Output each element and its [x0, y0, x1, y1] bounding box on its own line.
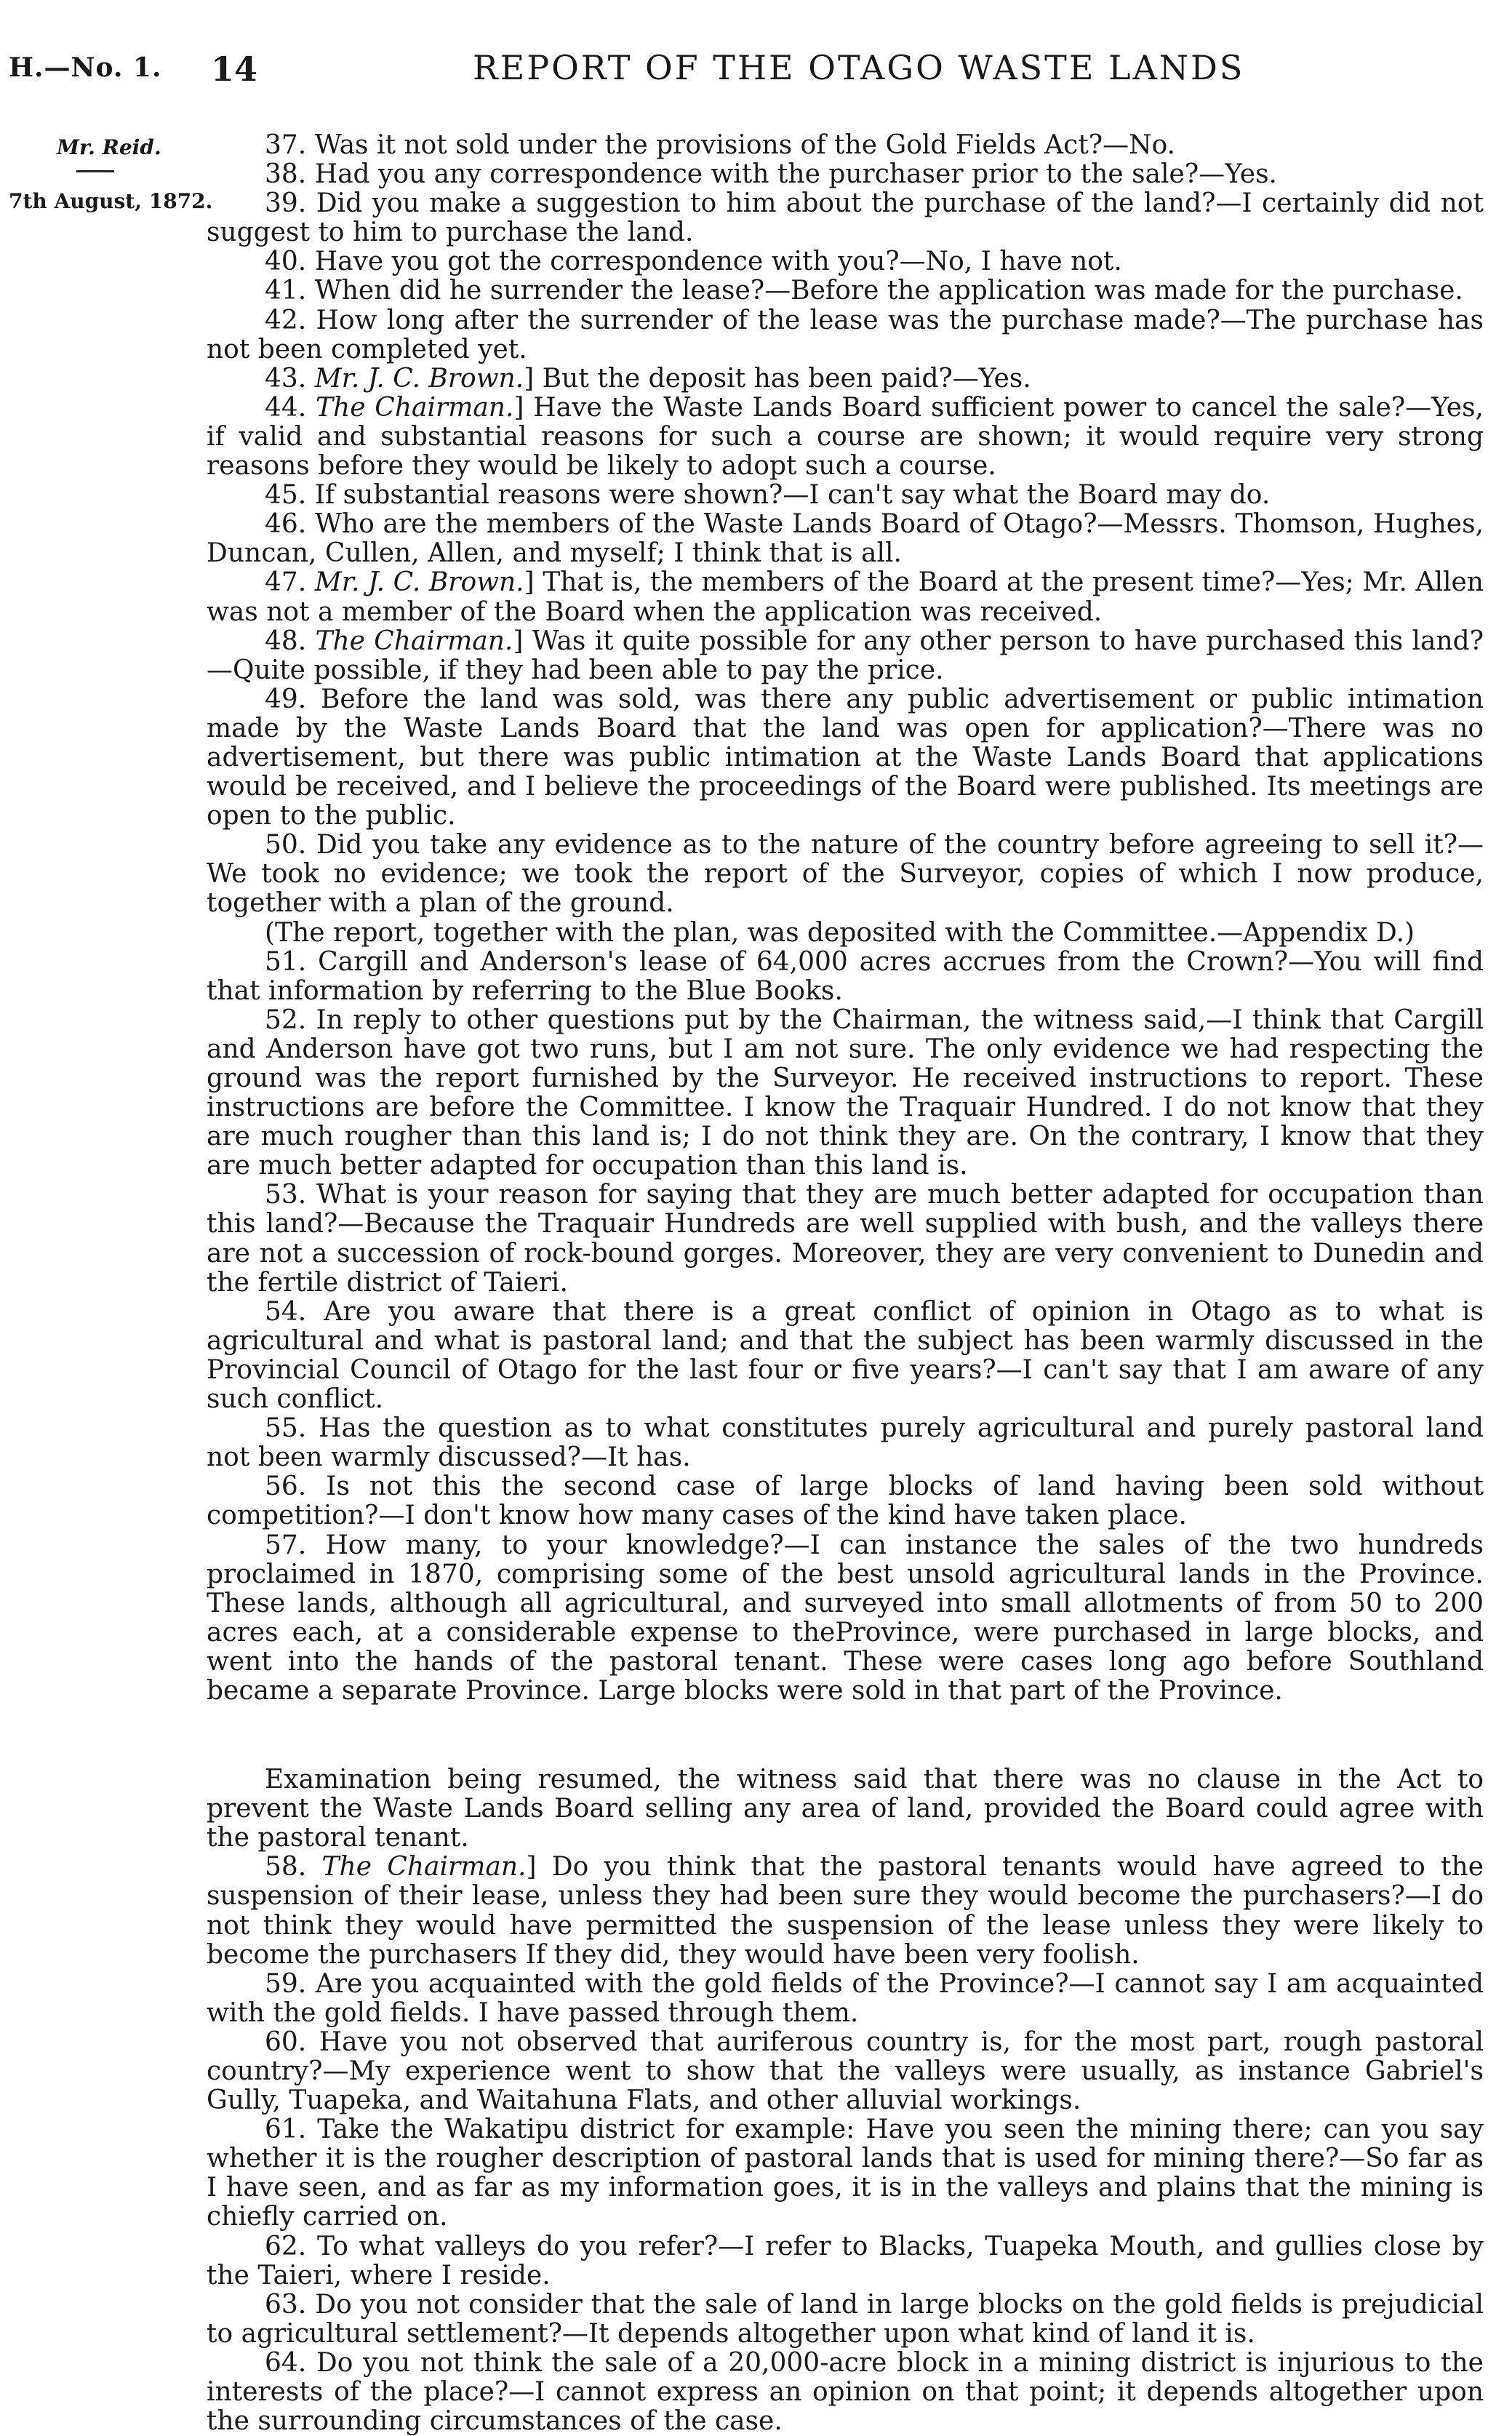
question-paragraph	[207, 831, 1484, 918]
question-text: 56. Is not this the second case of large blocks of land having been sold without competition?—I don't know how many cases of the kind have taken place.	[207, 1471, 1484, 1531]
question-paragraph	[207, 189, 1484, 247]
question-text: 52. In reply to other questions put by the Chairman, the witness said,—I think that Cargill and Anderson have got two runs, but I am not sure. The only evidence we had respecting the ground was the report furnished by the Surveyor. He received instructions to report. These instructions are before the Committee. I know the Traquair Hundred. I do not know that they are much rougher than this land is; I do not think they are. On the contrary, I know that they are much better adapted for occupation than this land is.	[207, 1005, 1484, 1181]
speaker-name: The Chairman.	[316, 392, 514, 423]
page-number: 14	[211, 49, 258, 89]
question-paragraph	[207, 2291, 1484, 2349]
question-paragraph	[207, 685, 1484, 831]
question-text: 41. When did he surrender the lease?—Before the application was made for the purchase.	[265, 276, 1463, 306]
resumed-question-list	[207, 1853, 1484, 2436]
page-title: REPORT OF THE OTAGO WASTE LANDS	[473, 48, 1245, 87]
question-paragraph	[207, 1853, 1484, 1969]
question-text: 53. What is your reason for saying that they are much better adapted for occupation than this land?—Because the Traquair Hundreds are well supplied with bush, and the valleys there are not a succession of rock-bound gorges. Moreover, they are very convenient to Dunedin and the fertile district of Taieri.	[207, 1180, 1484, 1298]
question-text: 63. Do you not consider that the sale of land in large blocks on the gold fields is prejudicial to agricultural settlement?—It depends altogether upon what kind of land it is.	[207, 2289, 1484, 2349]
question-number: 58.	[265, 1852, 307, 1882]
margin-witness: Mr. Reid.	[57, 135, 161, 159]
question-text: 37. Was it not sold under the provisions of the Gold Fields Act?—No.	[265, 130, 1176, 160]
question-text: 40. Have you got the correspondence with you?—No, I have not.	[265, 247, 1122, 277]
question-number: 44.	[265, 392, 307, 423]
question-paragraph	[207, 2349, 1484, 2436]
question-text: 54. Are you aware that there is a great conflict of opinion in Otago as to what is agricultural and what is pastoral land; and that the subject has been warmly discussed in the Provincial Council of Otago for the last four or five years?—I can't say that I am aware of any such conflict.	[207, 1296, 1484, 1415]
question-paragraph	[207, 1006, 1484, 1181]
question-text: ] That is, the members of the Board at the present time?—Yes; Mr. Allen was not a member of the Board when the application was received.	[207, 567, 1484, 627]
margin-date: 7th August, 1872.	[9, 189, 213, 213]
question-paragraph	[207, 2028, 1484, 2115]
speaker-name: The Chairman.	[315, 626, 513, 656]
question-paragraph	[207, 510, 1484, 568]
question-paragraph	[207, 1181, 1484, 1297]
question-text: 49. Before the land was sold, was there any public advertisement or public intimation made by the Waste Lands Board that the land was open for application?—There was no advertisement, but there was public intimation at the Waste Lands Board that applications would be received, and I believe the proceedings of the Board were published. Its meetings are open to the public.	[207, 684, 1484, 831]
question-paragraph	[207, 2115, 1484, 2232]
question-paragraph	[207, 919, 1484, 948]
paper-reference: H.—No. 1.	[9, 52, 162, 83]
margin-divider	[76, 170, 114, 172]
resumed-intro: Examination being resumed, the witness said that there was no clause in the Act to prevent the Waste Lands Board selling any area of land, provided the Board could agree with the pastoral tenant.	[207, 1765, 1484, 1853]
section-gap	[207, 1706, 1484, 1765]
question-text: 38. Had you any correspondence with the purchaser prior to the sale?—Yes.	[265, 159, 1277, 190]
question-paragraph	[207, 160, 1484, 189]
question-text: ] Was it quite possible for any other person to have purchased this land?—Quite possible, if they had been able to pay the price.	[207, 626, 1484, 685]
question-paragraph	[207, 481, 1484, 510]
question-text: 42. How long after the surrender of the lease was the purchase made?—The purchase has not been completed yet.	[207, 305, 1484, 364]
speaker-name: The Chairman.	[321, 1852, 527, 1882]
question-paragraph	[207, 1472, 1484, 1530]
question-text: 64. Do you not think the sale of a 20,000-acre block in a mining district is injurious to the interests of the place?—I cannot express an opinion on that point; it depends altogether upon the surrounding circumstances of the case.	[207, 2347, 1484, 2436]
question-text: ] Have the Waste Lands Board sufficient power to cancel the sale?—Yes, if valid and substantial reasons for such a course are shown; it would require very strong reasons before they would be likely to adopt such a course.	[207, 392, 1484, 482]
question-text: ] Do you think that the pastoral tenants would have agreed to the suspension of their lease, unless they had been sure they would become the purchasers?—I do not think they would have permitted the suspension of the lease unless they were likely to become the purchasers If they did, they would have been very foolish.	[207, 1852, 1484, 1970]
question-text: 62. To what valleys do you refer?—I refer to Blacks, Tuapeka Mouth, and gullies close by the Taieri, where I reside.	[207, 2231, 1484, 2291]
question-paragraph	[207, 306, 1484, 364]
question-paragraph	[207, 2232, 1484, 2291]
question-number: 48.	[265, 626, 307, 656]
question-paragraph	[207, 1414, 1484, 1472]
question-text: 55. Has the question as to what constitutes purely agricultural and purely pastoral land not been warmly discussed?—It has.	[207, 1413, 1484, 1473]
question-text: 39. Did you make a suggestion to him about the purchase of the land?—I certainly did not suggest to him to purchase the land.	[207, 188, 1484, 248]
question-paragraph	[207, 394, 1484, 481]
question-number: 43.	[265, 363, 307, 394]
question-paragraph	[207, 1298, 1484, 1414]
question-paragraph	[207, 276, 1484, 306]
question-paragraph	[207, 1970, 1484, 2028]
question-paragraph	[207, 568, 1484, 626]
question-paragraph	[207, 131, 1484, 160]
question-paragraph	[207, 627, 1484, 685]
question-paragraph	[207, 948, 1484, 1006]
question-text: 46. Who are the members of the Waste Lands Board of Otago?—Messrs. Thomson, Hughes, Duncan, Cullen, Allen, and myself; I think that is all.	[207, 509, 1484, 569]
question-text: 50. Did you take any evidence as to the nature of the country before agreeing to sell it?—We took no evidence; we took the report of the Surveyor, copies of which I now produce, together with a plan of the ground.	[207, 830, 1484, 919]
speaker-name: Mr. J. C. Brown.	[314, 567, 524, 598]
question-text: 61. Take the Wakatipu district for example: Have you seen the mining there; can you say whether it is the rougher description of pastoral lands that is used for mining there?—So far as I have seen, and as far as my information goes, it is in the valleys and plains that the mining is chiefly carried on.	[207, 2114, 1484, 2232]
question-text: (The report, together with the plan, was deposited with the Committee.—Appendix D.)	[265, 917, 1415, 948]
body-text	[207, 131, 1484, 2436]
question-paragraph	[207, 1531, 1484, 1706]
question-text: 45. If substantial reasons were shown?—I can't say what the Board may do.	[265, 480, 1271, 511]
question-text: ] But the deposit has been paid?—Yes.	[524, 363, 1031, 394]
question-number: 47.	[265, 567, 307, 598]
question-list	[207, 131, 1484, 1706]
question-paragraph	[207, 247, 1484, 276]
speaker-name: Mr. J. C. Brown.	[314, 363, 524, 394]
page-header	[0, 48, 1512, 103]
question-text: 60. Have you not observed that auriferous country is, for the most part, rough pastoral country?—My experience went to show that the valleys were usually, as instance Gabriel's Gully, Tuapeka, and Waitahuna Flats, and other alluvial workings.	[207, 2026, 1484, 2116]
question-text: 59. Are you acquainted with the gold fields of the Province?—I cannot say I am acquainted with the gold fields. I have passed through them.	[207, 1968, 1484, 2028]
question-text: 57. How many, to your knowledge?—I can instance the sales of the two hundreds proclaimed in 1870, comprising some of the best unsold agricultural lands in the Province. These lands, although all agricultural, and surveyed into small allotments of from 50 to 200 acres each, at a considerable expense to theProvince, were purchased in large blocks, and went into the hands of the pastoral tenant. These were cases long ago before Southland became a separate Province. Large blocks were sold in that part of the Province.	[207, 1530, 1484, 1706]
question-text: 51. Cargill and Anderson's lease of 64,000 acres accrues from the Crown?—You will find that information by referring to the Blue Books.	[207, 946, 1484, 1006]
question-paragraph	[207, 364, 1484, 394]
